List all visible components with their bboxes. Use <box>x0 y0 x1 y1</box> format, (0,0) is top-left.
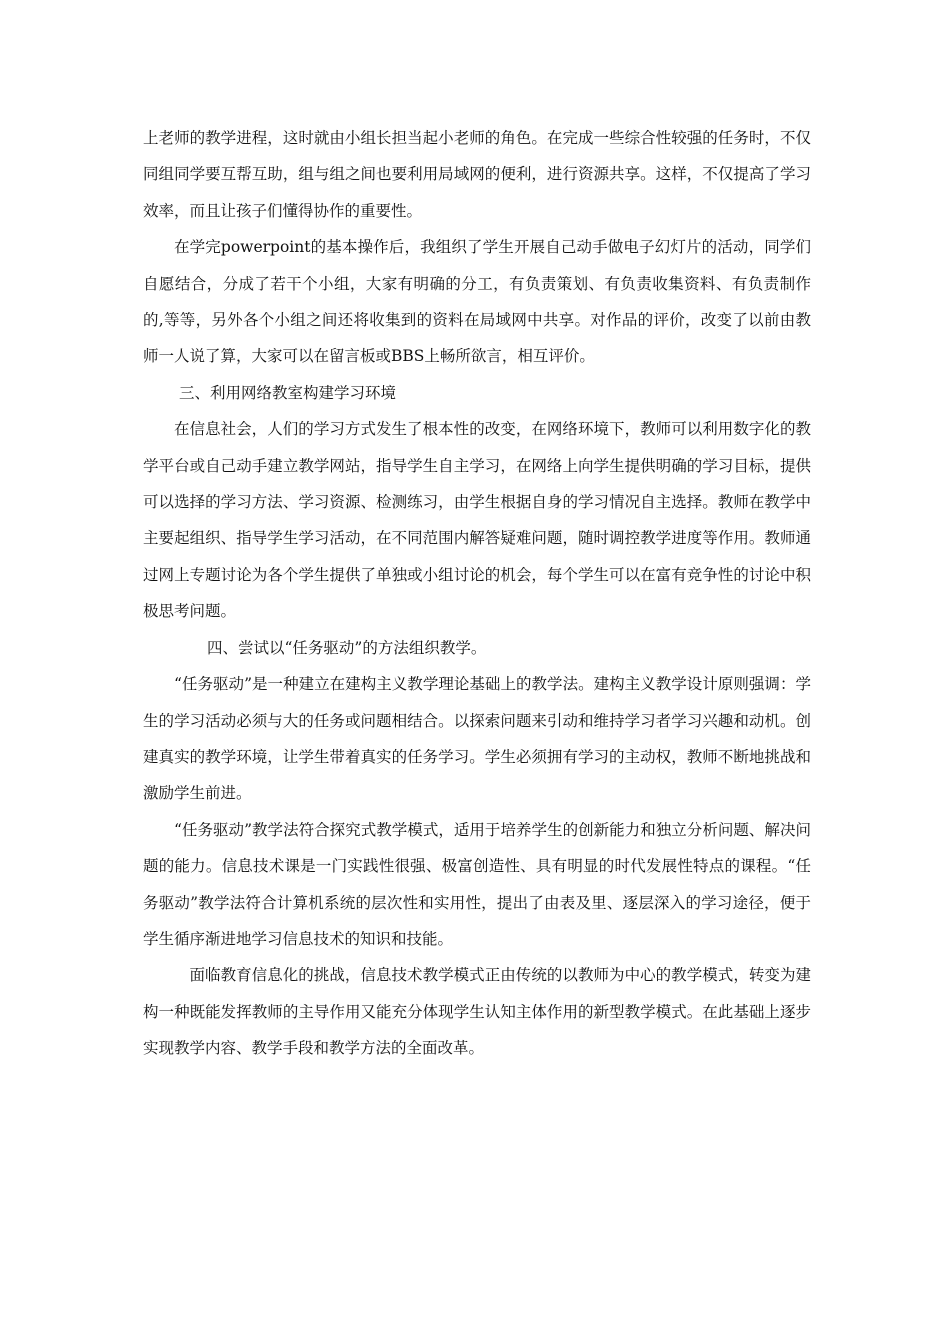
paragraph-task-driven-benefits: “任务驱动”教学法符合探究式教学模式，适用于培养学生的创新能力和独立分析问题、解决问题的能力。信息技术课是一门实践性很强、极富创造性、具有明显的时代发展性特点的课程。“任务驱动”教学法符合计算机系统的层次性和实用性，提出了由表及里、逐层深入的学习途径，便于学生循序渐进地学习信息技术的知识和技能。 <box>143 820 811 948</box>
paragraph-network-environment: 在信息社会，人们的学习方式发生了根本性的改变，在网络环境下，教师可以利用数字化的教学平台或自己动手建立教学网站，指导学生自主学习，在网络上向学生提供明确的学习目标，提供可以选择的学习方法、学习资源、检测练习，由学生根据自身的学习情况自主选择。教师在教学中主要起组织、指导学生学习活动，在不同范围内解答疑难问题，随时调控教学进度等作用。教师通过网上专题讨论为各个学生提供了单独或小组讨论的机会，每个学生可以在富有竞争性的讨论中积极思考问题。 <box>143 420 811 621</box>
paragraph-continued: 上老师的教学进程，这时就由小组长担当起小老师的角色。在完成一些综合性较强的任务时，不仅同组同学要互帮互助，组与组之间也要利用局域网的便利，进行资源共享。这样，不仅提高了学习效率，而且让孩子们懂得协作的重要性。 <box>143 129 811 220</box>
paragraph-powerpoint-activity: 在学完powerpoint的基本操作后，我组织了学生开展自己动手做电子幻灯片的活动，同学们自愿结合，分成了若干个小组，大家有明确的分工，有负责策划、有负责收集资料、有负责制作的,等等，另外各个小组之间还将收集到的资料在局域网中共享。对作品的评价，改变了以前由教师一人说了算，大家可以在留言板或BBS上畅所欲言，相互评价。 <box>143 238 811 366</box>
section-heading-3: 三、利用网络教室构建学习环境 <box>179 383 397 402</box>
paragraph-conclusion: 面临教育信息化的挑战，信息技术教学模式正由传统的以教师为中心的教学模式，转变为建构一种既能发挥教师的主导作用又能充分体现学生认知主体作用的新型教学模式。在此基础上逐步实现教学内容、教学手段和教学方法的全面改革。 <box>143 966 811 1058</box>
document-body <box>143 120 811 1067</box>
section-heading-4: 四、尝试以“任务驱动”的方法组织教学。 <box>207 638 487 657</box>
paragraph-task-driven-definition: “任务驱动”是一种建立在建构主义教学理论基础上的教学法。建构主义教学设计原则强调：学生的学习活动必须与大的任务或问题相结合。以探索问题来引动和维持学习者学习兴趣和动机。创建真实的教学环境，让学生带着真实的任务学习。学生必须拥有学习的主动权，教师不断地挑战和激励学生前进。 <box>143 675 811 803</box>
